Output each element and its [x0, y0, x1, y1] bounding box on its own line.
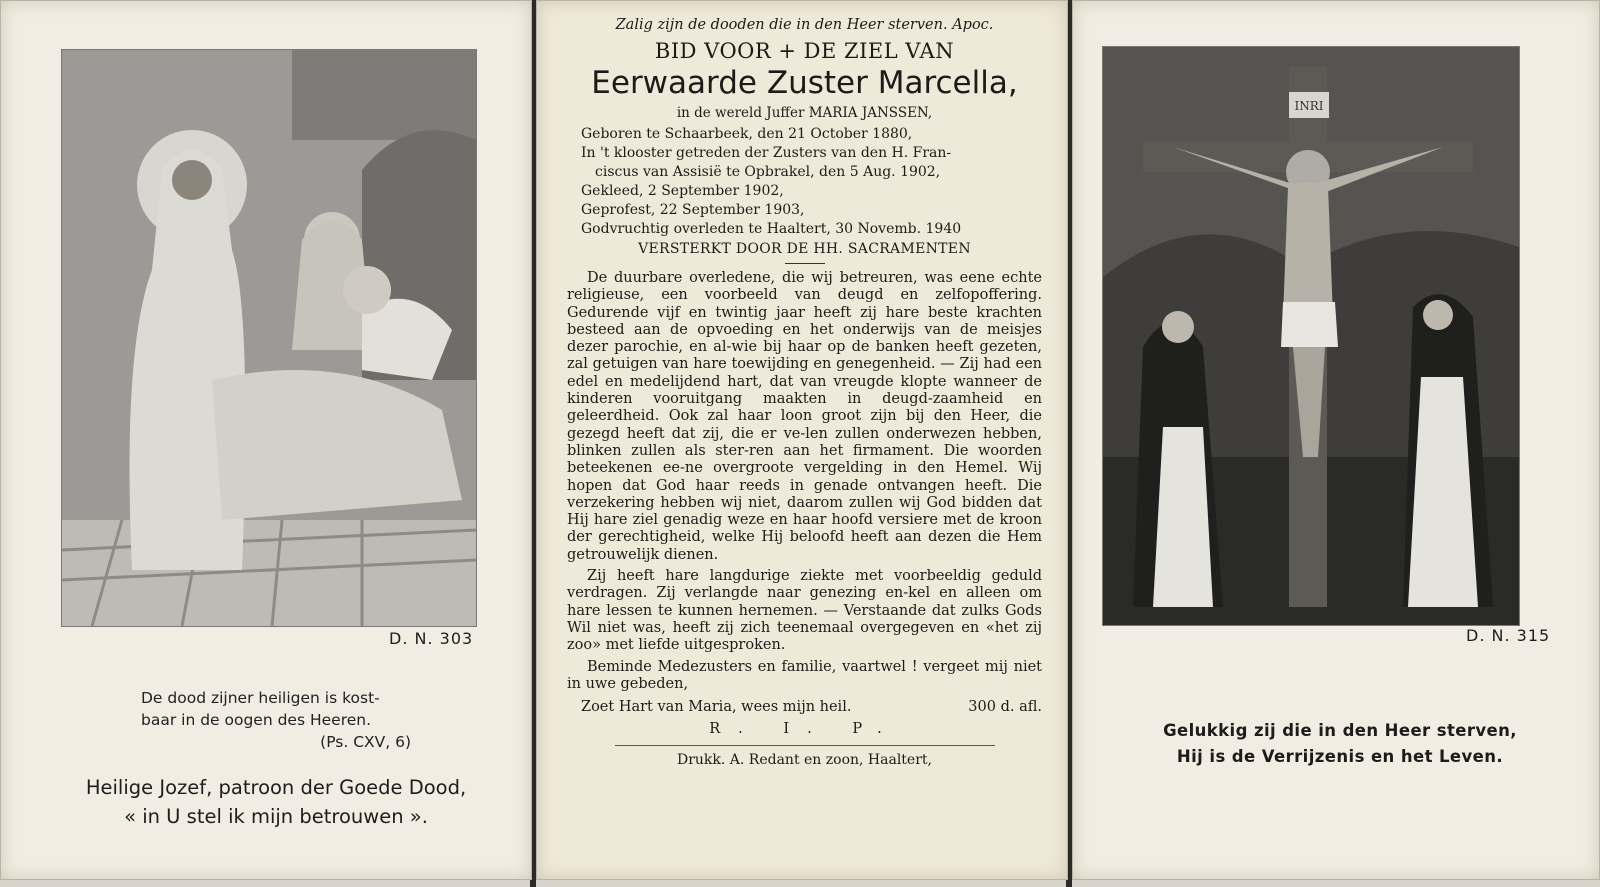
fact-entered-cont: ciscus van Assisië te Opbrakel, den 5 Aug. 1902,	[595, 164, 941, 180]
crucifixion-image	[1102, 46, 1520, 626]
printer-rule	[615, 745, 995, 746]
quote-line-1: De dood zijner heiligen is kost-	[141, 689, 380, 707]
quote-reference: (Ps. CXV, 6)	[320, 733, 411, 751]
printer-credit: Drukk. A. Redant en zoon, Haaltert,	[676, 752, 932, 769]
rip: R. I. P.	[709, 721, 900, 738]
eulogy-paragraph-2: Zij heeft hare langdurige ziekte met voorbeeldig geduld verdragen. Zij verlangde naar genezing en-kel en alleen om hare lessen te kunnen hernemen. — Verstaande dat zulks Gods Wil niet was, heeft zij zich teenemaal overgegeven en «het zij zoo» met liefde uitgesproken.	[567, 568, 1042, 654]
inri-sign: INRI	[1294, 99, 1324, 113]
caption-line-2: Hij is de Verrijzenis en het Leven.	[1176, 747, 1504, 766]
fact-died: Godvruchtig overleden te Haaltert, 30 Novemb. 1940	[581, 221, 962, 237]
short-rule	[785, 263, 825, 264]
memorial-text	[567, 17, 1042, 768]
left-dn-number: D. N. 303	[389, 629, 474, 648]
quote-line-2: baar in de oogen des Heeren.	[141, 711, 372, 729]
fact-born: Geboren te Schaarbeek, den 21 October 1880,	[581, 126, 913, 142]
eulogy-paragraph-1: De duurbare overledene, die wij betreuren, was eene echte religieuse, een voorbeeld van deugd en zelfopoffering. Gedurende vijf en twintig jaar heeft zij hare beste krachten besteed aan de opvoeding en het onderwijs van de meisjes dezer parochie, en al-wie bij haar op de banken heeft gezeten, zal getuigen van hare toewijding en genegenheid. — Zij had een edel en medelijdend hart, dat van vreugde klopte wanneer de kinderen vooruitgang maakten in deugd-zaamheid en geleerdheid. Ook zal haar loon groot zijn bij den Heer, die gezegd heeft dat zij, die er ve-len zullen onderwezen hebben, blinken zullen als ster-ren aan het firmament. Die woorden beteekenen ee-ne overgroote vergelding in den Hemel. Wij hopen dat God haar reeds in genade ontvangen heeft. Die verzekering hebben wij niet, daarom zullen wij God bidden dat Hij hare ziel genadig weze en haar hoofd versiere met de kroon der gerechtigheid, welke Hij beloofd heeft aan dezen die Hem getrouwelijk dienen.	[567, 270, 1042, 563]
eulogy-paragraph-3: Beminde Medezusters en familie, vaartwel ! vergeet mij niet in uwe gebeden,	[567, 658, 1042, 692]
deathbed-illustration	[62, 50, 476, 626]
right-caption	[1080, 718, 1600, 770]
heart-prayer-row	[567, 699, 1042, 715]
deceased-name: Eerwaarde Zuster Marcella,	[591, 65, 1018, 101]
apocalypse-quote: Zalig zijn de dooden die in den Heer sterven. Apoc.	[615, 17, 994, 33]
left-memorial-card	[0, 0, 532, 880]
pray-for-heading: BID VOOR + DE ZIEL VAN	[654, 39, 955, 63]
right-dn-number: D. N. 315	[1466, 626, 1551, 645]
left-psalm-quote	[141, 687, 421, 753]
sacraments-line: VERSTERKT DOOR DE HH. SACRAMENTEN	[638, 241, 971, 257]
heart-prayer: Zoet Hart van Maria, wees mijn heil.	[581, 699, 852, 716]
fact-professed: Geprofest, 22 September 1903,	[581, 202, 805, 218]
fact-entered: In 't klooster getreden der Zusters van den H. Fran-	[581, 145, 952, 161]
middle-memorial-card	[536, 0, 1068, 880]
eulogy-body	[567, 270, 1042, 693]
crucifixion-illustration	[1103, 47, 1519, 625]
worldly-name: in de wereld Juffer MARIA JANSSEN,	[676, 105, 933, 121]
indulgence: 300 d. afl.	[968, 699, 1042, 716]
life-facts	[567, 125, 1042, 239]
fact-clothed: Gekleed, 2 September 1902,	[581, 183, 784, 199]
prayer-line-1: Heilige Jozef, patroon der Goede Dood,	[85, 776, 467, 799]
saint-joseph-deathbed-image	[61, 49, 477, 627]
prayer-line-2: « in U stel ik mijn betrouwen ».	[124, 805, 428, 828]
left-prayer	[41, 773, 511, 831]
caption-line-1: Gelukkig zij die in den Heer sterven,	[1163, 721, 1517, 740]
